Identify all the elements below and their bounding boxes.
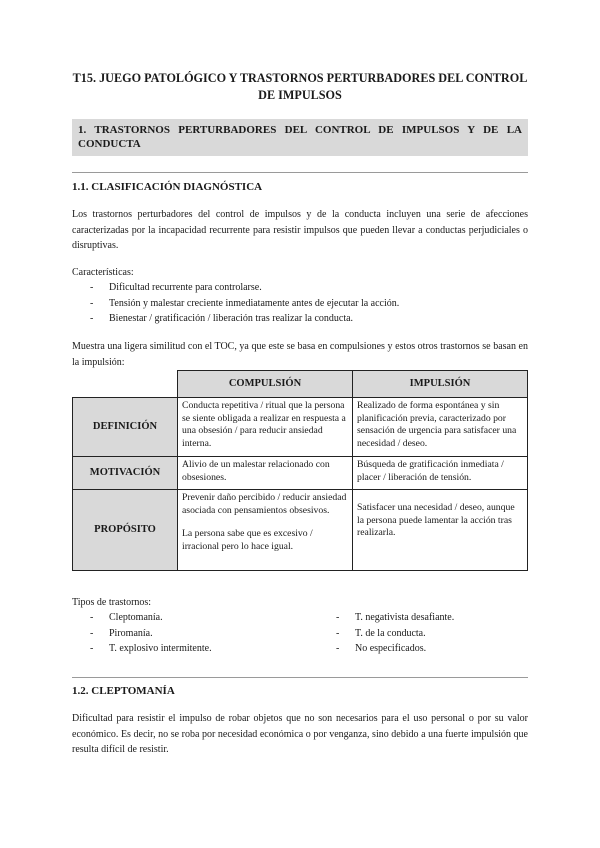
section-1-heading: 1. TRASTORNOS PERTURBADORES DEL CONTROL DE IMPULSOS Y DE LA CONDUCTA — [72, 119, 528, 156]
document-title — [72, 70, 528, 104]
caracteristicas-label: Características: — [72, 267, 134, 278]
list-item: - Cleptomanía. — [90, 610, 212, 626]
row-header-proposito: PROPÓSITO — [73, 490, 178, 571]
table-cell: Conducta repetitiva / ritual que la persona se siente obligada a realizar en respuesta a una obsesión / para reducir ansiedad interna. — [178, 398, 353, 457]
list-item: - Bienestar / gratificación / liberación tras realizar la conducta. — [90, 311, 399, 327]
list-item: - Tensión y malestar creciente inmediatamente antes de ejecutar la acción. — [90, 296, 399, 312]
comparison-table — [72, 370, 528, 571]
row-header-definicion: DEFINICIÓN — [73, 398, 178, 457]
column-header-compulsion: COMPULSIÓN — [178, 371, 353, 398]
table-cell — [178, 490, 353, 571]
table-cell: Alivio de un malestar relacionado con obsesiones. — [178, 457, 353, 490]
tipos-list-col-2 — [336, 610, 454, 657]
table-header-row — [73, 371, 528, 398]
tipos-label: Tipos de trastornos: — [72, 597, 152, 608]
clasificacion-heading: 1.1. CLASIFICACIÓN DIAGNÓSTICA — [72, 181, 263, 193]
list-item: - No especificados. — [336, 641, 454, 657]
table-cell: Búsqueda de gratificación inmediata / placer / liberación de tensión. — [353, 457, 528, 490]
cleptomania-heading: 1.2. CLEPTOMANÍA — [72, 685, 175, 697]
caracteristicas-list — [90, 280, 399, 327]
divider — [72, 677, 528, 678]
clasificacion-intro: Los trastornos perturbadores del control de impulsos y de la conducta incluyen una serie de afecciones caracterizadas por la incapacidad recurrente para resistir impulsos que pueden llevar a conductas perjudiciales o disruptivas. — [72, 209, 528, 251]
cleptomania-text: Dificultad para resistir el impulso de robar objetos que no son necesarios para el uso personal o por su valor económico. Es decir, no se roba por necesidad económica o por venganza, sino debido a una fuerte impulsión que resulta difícil de resistir. — [72, 713, 528, 755]
list-item: - T. explosivo intermitente. — [90, 641, 212, 657]
table-corner-cell — [73, 371, 178, 398]
list-item: - T. de la conducta. — [336, 626, 454, 642]
divider — [72, 172, 528, 173]
proposito-compulsion-text: Prevenir daño percibido / reducir ansiedad asociada con pensamientos obsesivos. — [182, 492, 347, 516]
proposito-compulsion-note: La persona sabe que es excesivo / irracional pero lo hace igual. — [182, 528, 313, 552]
comparacion-intro: Muestra una ligera similitud con el TOC, ya que este se basa en compulsiones y estos otros trastornos se basan en la impulsión: — [72, 341, 528, 368]
table-cell: Realizado de forma espontánea y sin planificación previa, caracterizado por sensación de urgencia para satisfacer una necesidad / deseo. — [353, 398, 528, 457]
table-cell: Satisfacer una necesidad / deseo, aunque la persona puede lamentar la acción tras realizarla. — [353, 490, 528, 571]
list-item: - Piromanía. — [90, 626, 212, 642]
table-row — [73, 490, 528, 571]
row-header-motivacion: MOTIVACIÓN — [73, 457, 178, 490]
list-item: - T. negativista desafiante. — [336, 610, 454, 626]
table-row — [73, 457, 528, 490]
document-title-line-2: DE IMPULSOS — [258, 88, 342, 102]
list-item: - Dificultad recurrente para controlarse. — [90, 280, 399, 296]
tipos-list-col-1 — [90, 610, 212, 657]
column-header-impulsion: IMPULSIÓN — [353, 371, 528, 398]
document-title-line-1: T15. JUEGO PATOLÓGICO Y TRASTORNOS PERTURBADORES DEL CONTROL — [72, 71, 528, 85]
table-row — [73, 398, 528, 457]
